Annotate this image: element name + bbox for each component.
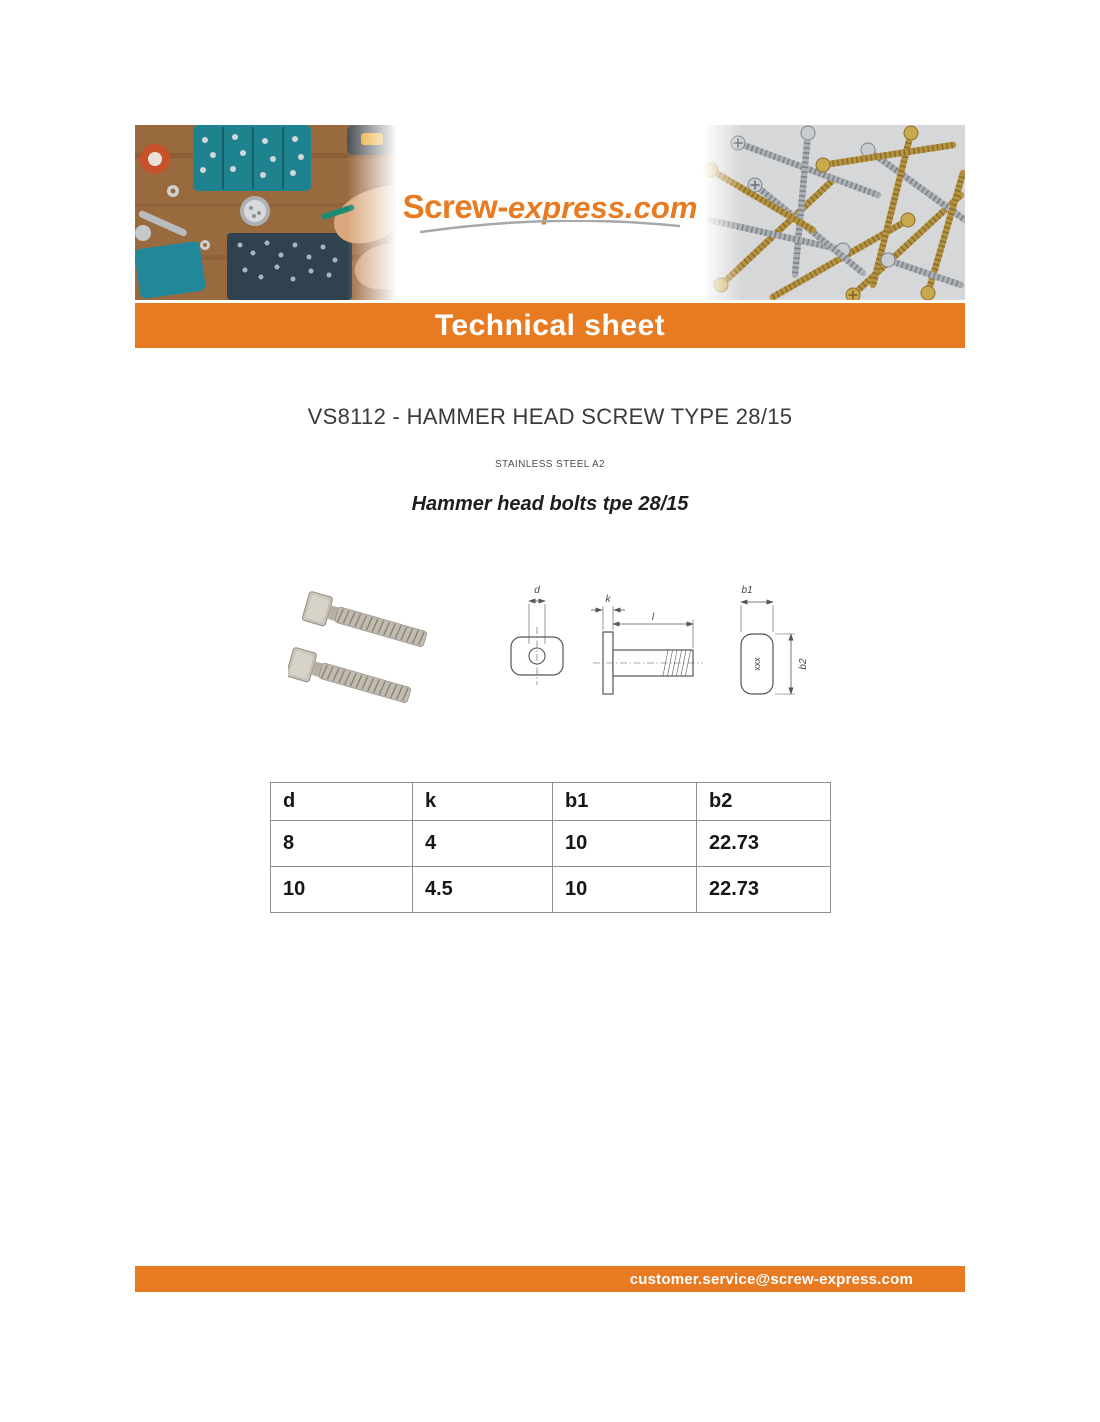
logo-part2: express.com [507,189,698,225]
screws-pile-photo-frame [703,125,965,300]
header-banner [135,125,965,300]
table-cell: 8 [271,821,413,867]
table-cell: 10 [553,821,697,867]
table-header-b1: b1 [553,783,697,821]
table-header-b2: b2 [697,783,831,821]
document-title: VS8112 - HAMMER HEAD SCREW TYPE 28/15 [307,404,793,429]
table-header-d: d [271,783,413,821]
workbench-photo-frame [135,125,397,300]
workbench-photo [135,125,397,300]
technical-drawing [495,580,830,738]
table-cell: 4.5 [413,867,553,913]
footer-bar [135,1266,965,1292]
logo-text [402,187,698,225]
logo-part1: Screw- [402,187,508,225]
technical-sheet-banner [135,303,965,348]
product-description: Hammer head bolts tpe 28/15 [411,493,689,515]
table-cell: 22.73 [697,867,831,913]
material-label: STAINLESS STEEL A2 [494,459,606,470]
spec-table [270,782,831,913]
table-cell: 22.73 [697,821,831,867]
dim-label-b1: b1 [741,585,753,596]
screws-pile-photo [703,125,965,300]
table-header-row [271,783,831,821]
table-row [271,821,831,867]
logo-swoosh-icon [415,220,685,236]
logo [397,125,703,300]
table-cell: 10 [553,867,697,913]
dim-label-b2: b2 [798,658,809,670]
footer-email: customer.service@screw-express.com [629,1270,913,1288]
table-cell: 4 [413,821,553,867]
table-header-k: k [413,783,553,821]
dim-label-k: k [605,594,611,605]
dim-label-l: l [651,612,655,623]
product-photo [288,563,483,735]
table-row [271,867,831,913]
head-marking-label: xxx [752,657,762,671]
dim-label-d: d [534,585,540,596]
table-cell: 10 [271,867,413,913]
technical-sheet-banner-label: Technical sheet [434,308,666,342]
